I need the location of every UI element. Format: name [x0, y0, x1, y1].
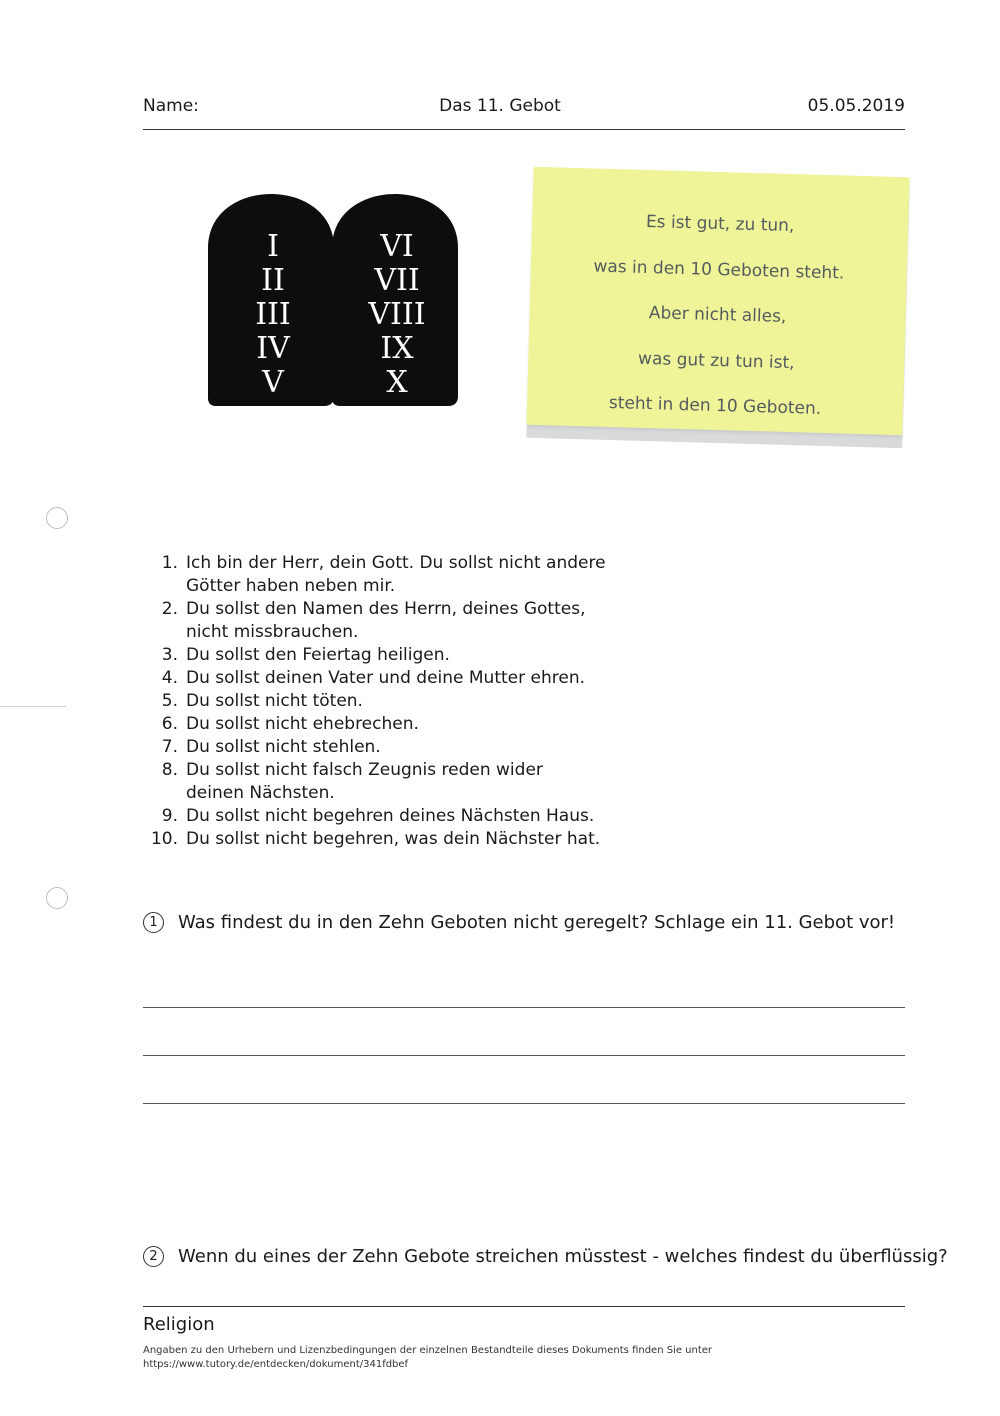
- tablet-numeral: IX: [380, 331, 414, 366]
- tablet-numeral: VI: [380, 229, 414, 264]
- license-text: Angaben zu den Urhebern und Lizenzbedingungen der einzelnen Bestandteile dieses Dokuments finden Sie unter: [143, 1345, 713, 1356]
- list-item: 3. Du sollst den Feiertag heiligen.: [161, 645, 450, 665]
- list-item: 6. Du sollst nicht ehebrechen.: [161, 714, 419, 734]
- answer-line[interactable]: [143, 1007, 905, 1008]
- punch-hole-top: [46, 507, 68, 529]
- header-divider: [143, 129, 905, 130]
- list-item: 2. Du sollst den Namen des Herrn, deines Gottes, nicht missbrauchen.: [161, 599, 586, 642]
- page-title: Das 11. Gebot: [439, 96, 561, 116]
- fold-mark: [0, 706, 66, 707]
- task-text: Wenn du eines der Zehn Gebote streichen müsstest - welches findest du überflüssig?: [178, 1246, 948, 1267]
- tablet-numeral: VIII: [368, 297, 426, 332]
- task-number-badge: 1: [143, 912, 164, 933]
- name-label: Name:: [143, 96, 199, 116]
- tablet-numeral: II: [261, 263, 285, 298]
- task-2: [143, 1246, 948, 1267]
- note-line: was in den 10 Geboten steht.: [593, 256, 845, 284]
- tablet-numeral: VII: [374, 263, 420, 298]
- note-line: Es ist gut, zu tun,: [645, 211, 795, 237]
- task-number-badge: 2: [143, 1246, 164, 1267]
- document-link[interactable]: https://www.tutory.de/entdecken/dokument/341fdbef: [143, 1359, 409, 1370]
- tablet-numeral: IV: [256, 331, 290, 366]
- ten-commandments-tablets-icon: [208, 186, 460, 408]
- list-item: 10. Du sollst nicht begehren, was dein Nächster hat.: [150, 829, 601, 849]
- answer-line[interactable]: [143, 1055, 905, 1056]
- date-label: 05.05.2019: [807, 96, 905, 116]
- list-item: 8. Du sollst nicht falsch Zeugnis reden wider deinen Nächsten.: [161, 760, 543, 803]
- list-item: 7. Du sollst nicht stehlen.: [161, 737, 381, 757]
- footer-divider: [143, 1306, 905, 1307]
- tablet-numeral: X: [386, 365, 408, 400]
- list-item: 4. Du sollst deinen Vater und deine Mutter ehren.: [161, 668, 585, 688]
- tablet-numeral: V: [262, 365, 284, 400]
- commandments-list: [143, 552, 606, 851]
- note-line: steht in den 10 Geboten.: [608, 392, 822, 419]
- task-1: [143, 912, 895, 933]
- tablet-numeral: I: [267, 229, 279, 264]
- subject-label: Religion: [143, 1314, 215, 1335]
- punch-hole-bottom: [46, 887, 68, 909]
- answer-line[interactable]: [143, 1103, 905, 1104]
- note-line: was gut zu tun ist,: [637, 348, 795, 374]
- list-item: 5. Du sollst nicht töten.: [161, 691, 363, 711]
- task-text: Was findest du in den Zehn Geboten nicht geregelt? Schlage ein 11. Gebot vor!: [178, 912, 896, 933]
- list-item: 1. Ich bin der Herr, dein Gott. Du sollst nicht andere Götter haben neben mir.: [161, 553, 606, 596]
- list-item: 9. Du sollst nicht begehren deines Nächsten Haus.: [161, 806, 595, 826]
- tablet-numeral: III: [255, 297, 291, 332]
- note-line: Aber nicht alles,: [648, 303, 787, 327]
- sticky-note: [526, 167, 909, 435]
